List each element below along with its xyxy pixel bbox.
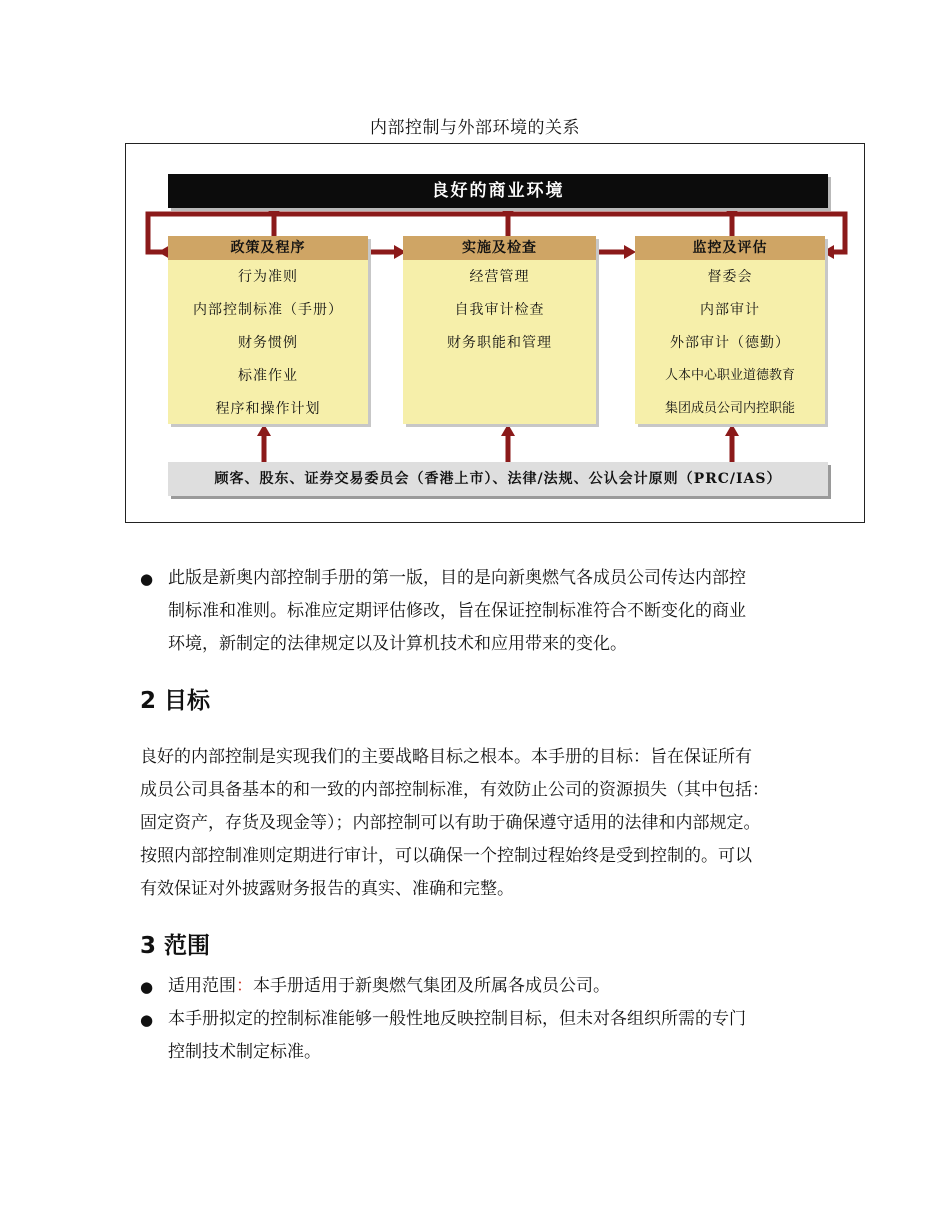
bullet-marker: ● [140,1011,154,1029]
bullet-marker: ● [140,978,154,996]
policy-item: 行为准则 [238,269,298,285]
policy-item: 程序和操作计划 [215,401,321,417]
bullet-marker: ● [140,570,154,588]
text-line: 按照内部控制准则定期进行审计，可以确保一个控制过程始终是受到控制的。可以 [140,846,752,866]
scope-bullet-2 [168,1003,808,1069]
scope-bullet-1 [168,970,808,1003]
implementation-item: 财务职能和管理 [447,335,552,351]
scope-colon: ： [236,976,253,996]
scope-text: 本手册适用于新奥燃气集团及所属各成员公司。 [253,976,610,996]
business-environment-banner: 良好的商业环境 [168,174,828,208]
text-line: 制标准和准则。标准应定期评估修改，旨在保证控制标准符合不断变化的商业 [168,601,746,621]
monitoring-item: 人本中心职业道德教育 [664,368,795,383]
section-heading-scope: 3 范围 [140,933,211,959]
policy-box-title: 政策及程序 [168,236,368,260]
intro-bullet-text [168,562,808,661]
text-line: 成员公司具备基本的和一致的内部控制标准，有效防止公司的资源损失（其中包括： [140,780,769,800]
text-line: 固定资产，存货及现金等）；内部控制可以有助于确保遵守适用的法律和内部规定。 [140,813,761,833]
objectives-paragraph [140,741,840,906]
implementation-item: 经营管理 [469,269,530,285]
policy-item: 财务惯例 [238,335,298,351]
monitoring-box-title: 监控及评估 [635,236,825,260]
scope-label: 适用范围 [168,976,236,996]
section-heading-objectives: 2 目标 [140,688,211,714]
monitoring-item: 内部审计 [700,302,760,318]
arrowhead-up [501,424,515,436]
policy-item: 标准作业 [238,368,298,384]
implementation-item: 自我审计检查 [454,302,545,318]
text-line: 良好的内部控制是实现我们的主要战略目标之根本。本手册的目标：旨在保证所有 [140,747,752,767]
implementation-box-title: 实施及检查 [403,236,596,260]
text-line: 有效保证对外披露财务报告的真实、准确和完整。 [140,879,514,899]
monitoring-item: 集团成员公司内控职能 [664,401,795,416]
text-line: 控制技术制定标准。 [168,1042,321,1062]
policy-box [168,236,368,424]
control-environment-diagram [125,143,865,523]
policy-item: 内部控制标准（手册） [193,302,343,318]
monitoring-item: 外部审计（德勤） [670,335,790,351]
text-line: 环境，新制定的法律规定以及计算机技术和应用带来的变化。 [168,634,627,654]
text-line: 此版是新奥内部控制手册的第一版，目的是向新奥燃气各成员公司传达内部控 [168,568,746,588]
text-line: 本手册拟定的控制标准能够一般性地反映控制目标，但未对各组织所需的专门 [168,1009,746,1029]
monitoring-box [635,236,825,424]
monitoring-item: 督委会 [707,269,753,285]
implementation-box [403,236,596,424]
figure-caption: 内部控制与外部环境的关系 [370,118,580,138]
external-stakeholders-bar: 顾客、股东、证券交易委员会（香港上市）、法律/法规、公认会计原则（PRC/IAS） [168,462,828,496]
